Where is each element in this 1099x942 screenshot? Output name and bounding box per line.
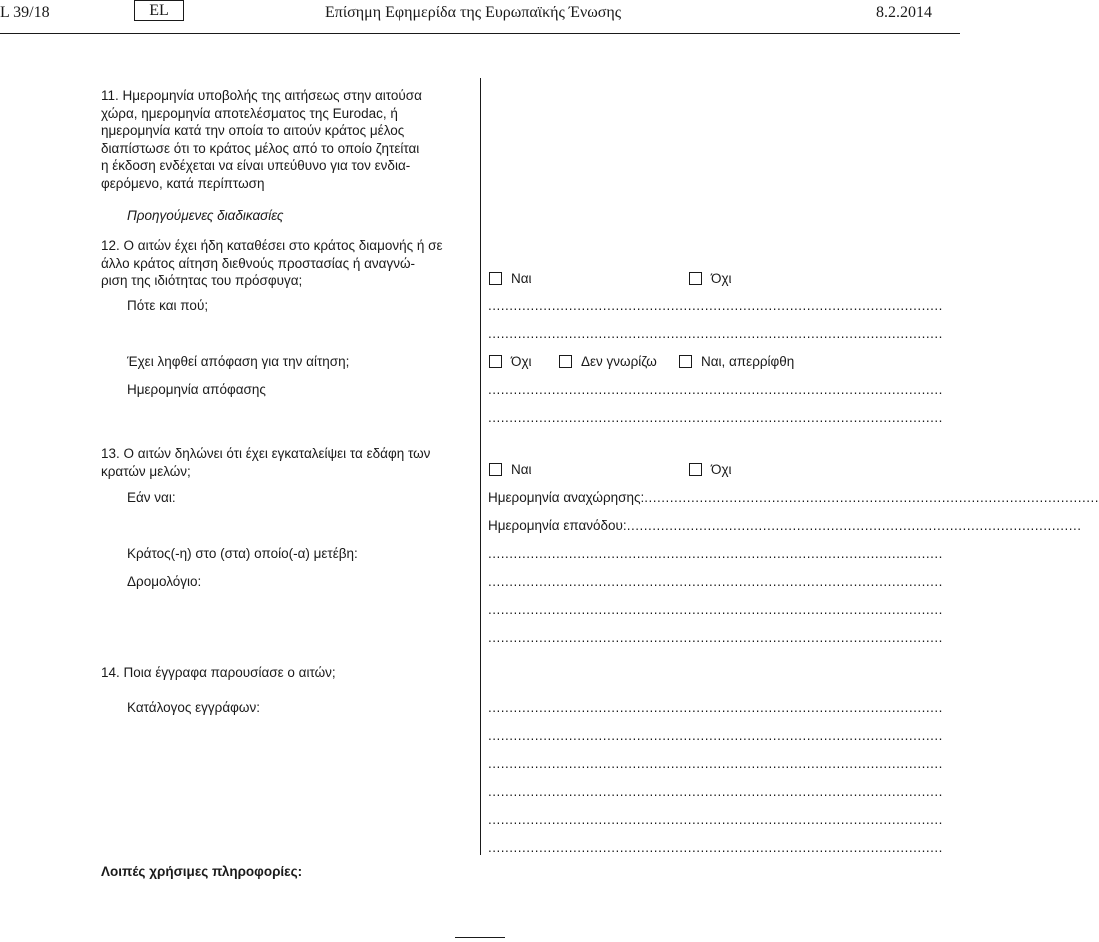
route-line-1[interactable]: ........................................................................................................... [488,574,943,589]
journal-title: Επίσημη Εφημερίδα της Ευρωπαϊκής Ένωσης [325,4,622,21]
decision-no-label: Όχι [511,354,532,369]
decision-unknown-checkbox[interactable] [559,355,572,368]
other-info-heading: Λοιπές χρήσιμες πληροφορίες: [101,864,303,879]
document-list-line-2[interactable]: ........................................................................................................... [488,728,943,743]
q13-yes-checkbox[interactable] [489,463,502,476]
question-11: 11. Ημερομηνία υποβολής της αιτήσεως στην αιτούσα χώρα, ημερομηνία αποτελέσματος της Eurodac, ή ημερομηνία κατά την οποία το αιτούν κράτος μέλος διαπίστωσε ότι το κράτος μέλος από το οποίο ζητείται η έκδοση ενδέχεται να είναι υπεύθυνο για τον ενδια- φερόμενο, κατά περίπτωση [101,88,422,191]
previous-procedures-heading: Προηγούμενες διαδικασίες [127,208,284,223]
departure-date-label: Ημερομηνία αναχώρησης: [488,490,645,505]
decision-no-checkbox[interactable] [489,355,502,368]
document-list-line-4[interactable]: ........................................................................................................... [488,784,943,799]
decision-date-line-2[interactable]: ........................................................................................................... [488,410,943,425]
route-line-2[interactable]: ........................................................................................................... [488,602,943,617]
route-label: Δρομολόγιο: [127,574,202,589]
when-where-line-1[interactable]: ........................................................................................................... [488,298,943,313]
publication-date: 8.2.2014 [876,4,932,21]
return-date-label: Ημερομηνία επανόδου: [488,518,627,533]
q12-no-checkbox[interactable] [689,272,702,285]
question-12: 12. Ο αιτών έχει ήδη καταθέσει στο κράτος διαμονής ή σε άλλο κράτος αίτηση διεθνούς προστασίας ή αναγνώ- ριση της ιδιότητας του πρόσφυγα; [101,238,443,288]
decision-unknown-label: Δεν γνωρίζω [581,354,657,369]
decision-no-option[interactable] [489,354,532,369]
q13-yes-label: Ναι [511,462,532,477]
column-divider [480,78,481,855]
q12-yes-option[interactable] [489,271,532,286]
decision-rejected-checkbox[interactable] [679,355,692,368]
question-13: 13. Ο αιτών δηλώνει ότι έχει εγκαταλείψει τα εδάφη των κρατών μελών; [101,446,431,479]
header-rule [0,33,960,34]
document-list-line-3[interactable]: ........................................................................................................... [488,756,943,771]
document-list-line-6[interactable]: ........................................................................................................... [488,840,943,855]
q12-yes-label: Ναι [511,271,532,286]
q12-no-option[interactable] [689,271,732,286]
decision-date-label: Ημερομηνία απόφασης [127,382,266,397]
states-moved-label: Κράτος(-η) στο (στα) οποίο(-α) μετέβη: [127,546,358,561]
return-date-line[interactable]: ........................................................................................................... [626,518,1082,533]
language-code-box: EL [134,0,184,21]
states-moved-line[interactable]: ........................................................................................................... [488,546,943,561]
page-reference: L 39/18 [0,4,50,21]
decision-rejected-label: Ναι, απερρίφθη [701,354,795,369]
q13-yes-option[interactable] [489,462,532,477]
return-date-field[interactable] [488,518,1082,533]
q13-no-checkbox[interactable] [689,463,702,476]
when-where-line-2[interactable]: ........................................................................................................... [488,326,943,341]
document-list-line-1[interactable]: ........................................................................................................... [488,700,943,715]
decision-date-line-1[interactable]: ........................................................................................................... [488,382,943,397]
decision-question: Έχει ληφθεί απόφαση για την αίτηση; [127,354,350,369]
question-14: 14. Ποια έγγραφα παρουσίασε ο αιτών; [101,665,336,680]
q13-no-label: Όχι [711,462,732,477]
q12-yes-checkbox[interactable] [489,272,502,285]
when-where-label: Πότε και πού; [127,298,209,313]
document-list-line-5[interactable]: ........................................................................................................... [488,812,943,827]
departure-date-field[interactable] [488,490,1099,505]
document-list-label: Κατάλογος εγγράφων: [127,700,260,715]
q13-no-option[interactable] [689,462,732,477]
footer-rule [455,937,505,938]
departure-date-line[interactable]: ........................................................................................................... [644,490,1099,505]
decision-rejected-option[interactable] [679,354,794,369]
q12-no-label: Όχι [711,271,732,286]
if-yes-label: Εάν ναι: [127,490,176,505]
decision-unknown-option[interactable] [559,354,657,369]
route-line-3[interactable]: ........................................................................................................... [488,630,943,645]
